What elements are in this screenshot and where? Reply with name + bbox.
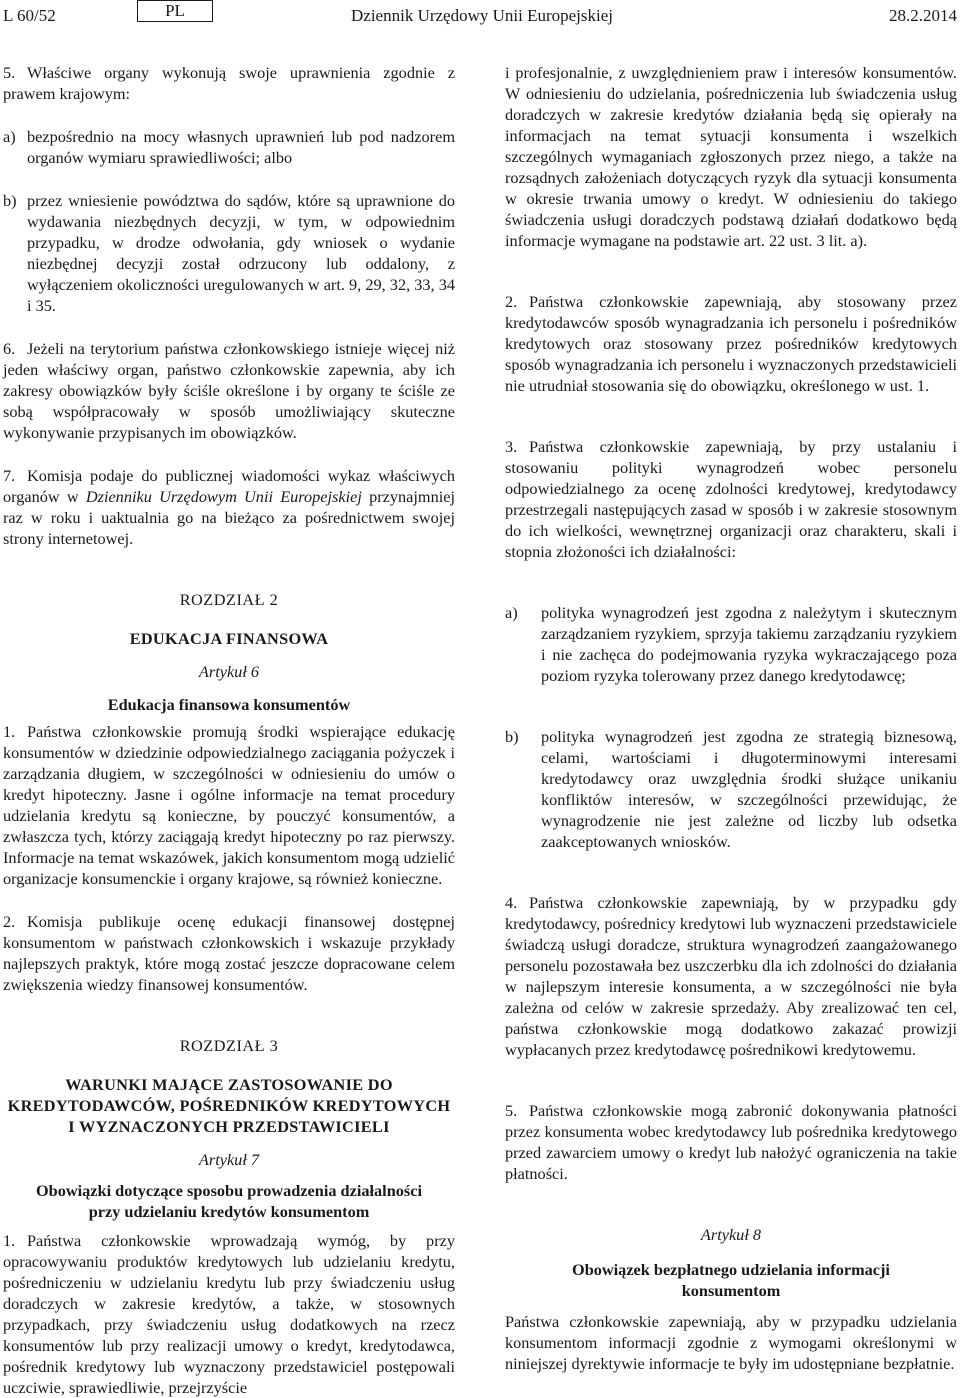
page-header bbox=[0, 0, 960, 34]
right-column bbox=[505, 62, 957, 1374]
chapter-3-title-line-2: KREDYTODAWCÓW, POŚREDNIKÓW KREDYTOWYCH bbox=[7, 1096, 451, 1115]
language-badge: PL bbox=[137, 0, 213, 22]
journal-name-italic: Dzienniku Urzędowym Unii Europejskiej bbox=[85, 487, 362, 506]
publication-date: 28.2.2014 bbox=[889, 6, 957, 25]
article-7-para-1: 1. Państwa członkowskie wprowadzają wymóg, by przy opracowywaniu produktów kredytowych lub udzielaniu kredytu, pośredniczeniu w udzielaniu kredytu lub przy świadczeniu usług doradczych w zakresie kredytów, a także, w stosownych przypadkach, przy świadczeniu usług dodatkowych na rzecz konsumentów lub przy realizacji umowy o kredyt, kredytodawca, pośrednik kredytowy lub wyznaczony przedstawiciel postępowali uczciwie, sprawiedliwie, przejrzyście bbox=[3, 1231, 455, 1397]
article-8-text: Państwa członkowskie zapewniają, aby w przypadku udzielania konsumentom informacji zgodnie z wymogami określonymi w niniejszej dyrektywie informacje te były im udostępniane bezpłatnie. bbox=[505, 1312, 957, 1373]
page-number: L 60/52 bbox=[3, 6, 56, 25]
article-7-title-line-2: przy udzielaniu kredytów konsumentom bbox=[88, 1202, 370, 1221]
article-7-para-5: 5. Państwa członkowskie mogą zabronić dokonywania płatności przez konsumenta wobec kredytodawcy lub pośrednika kredytowego przed zawarciem umowy o kredyt lub nałożyć ograniczenia na takie płatności. bbox=[505, 1101, 957, 1183]
article-6-para-1: 1. Państwa członkowskie promują środki wspierające edukację konsumentów w dziedzinie odpowiedzialnego zaciągania pożyczek i zarządzania długiem, w szczególności w odniesieniu do umów o kredyt hipoteczny. Jasne i ogólne informacje na temat procedury udzielania kredytu są konieczne, by pouczyć konsumentów, a zwłaszcza tych, którzy zaciągają kredyt hipoteczny po raz pierwszy. Informacje na temat wskazówek, jakich konsumentom mogą udzielić organizacje konsumenckie i organy krajowe, są również konieczne. bbox=[3, 722, 455, 888]
article-8-title-line-1: Obowiązek bezpłatnego udzielania informacji bbox=[572, 1260, 890, 1279]
paragraph-7: 7. Komisja podaje do publicznej wiadomości wykaz właściwych organów w Dzienniku Urzędowym Unii Europejskiej przynajmniej raz w roku i uaktualnia go na bieżąco za pośrednictwem swojej strony internetowej. bbox=[3, 466, 455, 548]
chapter-3-heading: ROZDZIAŁ 3 bbox=[179, 1036, 279, 1055]
article-7-para-4: 4. Państwa członkowskie zapewniają, by w przypadku gdy kredytodawcy, pośrednicy kredytowi lub wyznaczeni przedstawiciele świadczą usługi doradcze, struktura wynagrodzeń zaangażowanego personelu pozostawała bez uszczerbku dla ich zdolności do działania w najlepszym interesie konsumenta, a w szczególności nie była zależna od celów w zakresie sprzedaży. Aby zrealizować ten cel, państwa członkowskie mogą dodatkowo zakazać prowizji wypłacanych przez kredytodawcę pośrednikowi kredytowemu. bbox=[505, 893, 957, 1059]
article-8-title-line-2: konsumentom bbox=[681, 1281, 781, 1300]
paragraph-5: 5. Właściwe organy wykonują swoje uprawnienia zgodnie z prawem krajowym: bbox=[3, 63, 455, 103]
chapter-2-heading: ROZDZIAŁ 2 bbox=[179, 590, 279, 609]
chapter-3-title-line-1: WARUNKI MAJĄCE ZASTOSOWANIE DO bbox=[65, 1075, 393, 1094]
list-item-a: a) bezpośrednio na mocy własnych uprawnień lub pod nadzorem organów wymiaru sprawiedliwości; albo bbox=[3, 127, 455, 167]
left-column bbox=[3, 62, 455, 1398]
article-7-para-3: 3. Państwa członkowskie zapewniają, by przy ustalaniu i stosowaniu polityki wynagrodzeń wobec personelu odpowiedzialnego za ocenę zdolności kredytowej, kredytodawcy przestrzegali następujących zasad w sposób i w zakresie stosownym do ich wielkości, wewnętrznej organizacji oraz charakteru, skali i stopnia złożoności ich działalności: bbox=[505, 437, 957, 561]
article-6-heading: Artykuł 6 bbox=[198, 662, 260, 681]
list-item-b: b) przez wniesienie powództwa do sądów, które są uprawnione do wydawania niezbędnych decyzji, w tym, w odpowiednim przypadku, w drodze odwołania, gdy wniosek o wydanie niezbędnej decyzji został odrzucony lub oddalony, z wyłączeniem okoliczności uregulowanych w art. 9, 29, 32, 33, 34 i 35. bbox=[3, 191, 455, 315]
article-8-heading: Artykuł 8 bbox=[700, 1225, 762, 1244]
paragraph-6: 6. Jeżeli na terytorium państwa członkowskiego istnieje więcej niż jeden właściwy organ, państwo członkowskie zapewnia, aby ich zakresy obowiązków były ściśle określone i by organy te ściśle ze sobą współpracowały w sposób umożliwiający skuteczne wykonywanie przypisanych im obowiązków. bbox=[3, 339, 455, 442]
article-6-para-2: 2. Komisja publikuje ocenę edukacji finansowej dostępnej konsumentom w państwach członkowskich i wskazuje przykłady najlepszych praktyk, które mogą zostać jeszcze dopracowane celem zwiększenia wiedzy finansowej konsumentów. bbox=[3, 912, 455, 994]
article-7-title-line-1: Obowiązki dotyczące sposobu prowadzenia działalności bbox=[36, 1181, 422, 1200]
list-item-b: b) polityka wynagrodzeń jest zgodna ze strategią biznesową, celami, wartościami i długoterminowymi interesami kredytodawcy oraz uwzględnia środki służące unikaniu konfliktów interesów, w szczególności przewidując, że wynagrodzenie nie jest zależne od liczby lub odsetka zaakceptowanych wniosków. bbox=[505, 727, 957, 851]
chapter-2-title: EDUKACJA FINANSOWA bbox=[129, 629, 329, 648]
list-item-a: a) polityka wynagrodzeń jest zgodna z należytym i skutecznym zarządzaniem ryzykiem, sprzyja takiemu zarządzaniu ryzykiem i nie zachęca do podejmowania ryzyka wykraczającego poza poziom ryzyka tolerowany przez danego kredytodawcę; bbox=[505, 603, 957, 685]
article-7-heading: Artykuł 7 bbox=[198, 1150, 260, 1169]
article-7-para-2: 2. Państwa członkowskie zapewniają, aby stosowany przez kredytodawców sposób wynagradzania ich personelu i pośredników kredytowych oraz stosowany przez pośredników kredytowych sposób wynagradzania ich personelu i wyznaczonych przedstawicieli nie utrudniał stosowania się do obowiązku, określonego w ust. 1. bbox=[505, 292, 957, 395]
paragraph-number: 5. bbox=[3, 63, 16, 82]
article-6-title: Edukacja finansowa konsumentów bbox=[107, 695, 351, 714]
journal-title: Dziennik Urzędowy Unii Europejskiej bbox=[351, 6, 614, 25]
chapter-3-title-line-3: I WYZNACZONYCH PRZEDSTAWICIELI bbox=[68, 1117, 390, 1136]
article-7-para-1-continued: i profesjonalnie, z uwzględnieniem praw i interesów konsumentów. W odniesieniu do udzielania, pośredniczenia lub świadczenia usług doradczych w zakresie kredytów działania będą się opierały na informacjach na temat sytuacji konsumenta i wszelkich szczególnych wymaganiach zgłoszonych przez niego, a także na rozsądnych założeniach dotyczących ryzyk dla sytuacji konsumenta w okresie trwania umowy o kredyt. W odniesieniu do takiego świadczenia usługi doradczych podstawą działań dodatkowo będą informacje wymagane na podstawie art. 22 ust. 3 lit. a). bbox=[505, 63, 957, 250]
